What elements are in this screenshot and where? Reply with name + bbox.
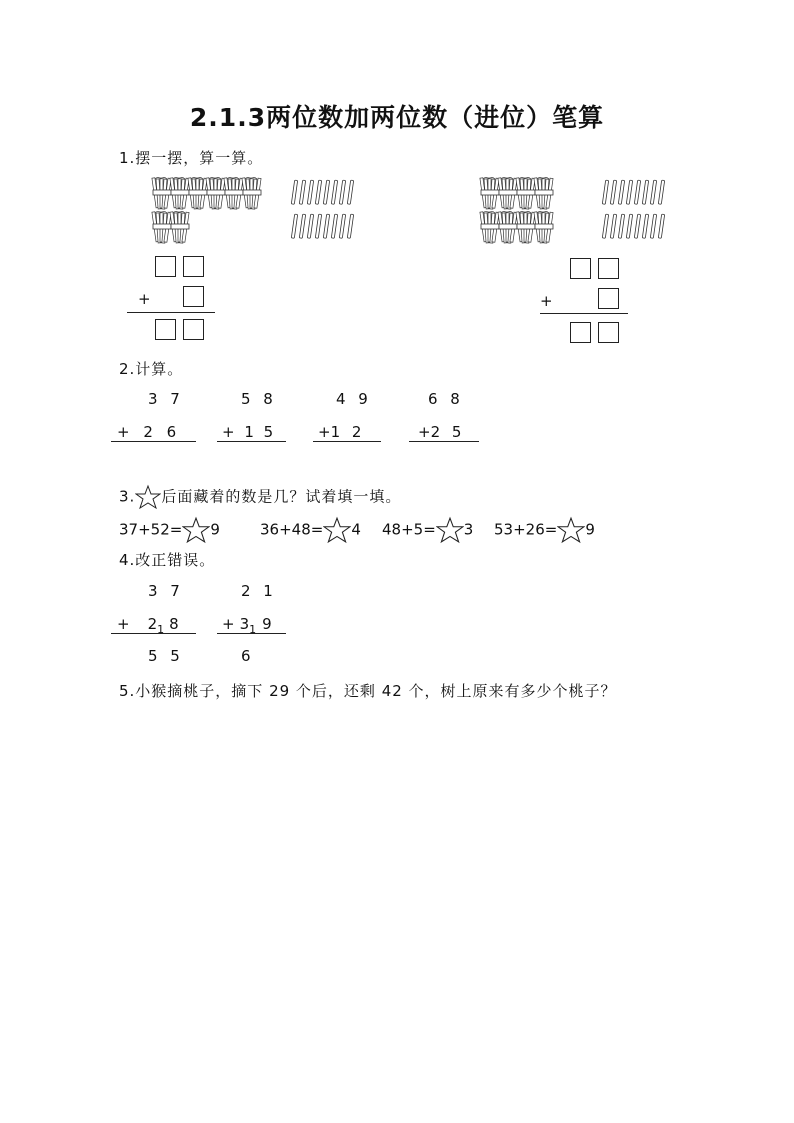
addend-bottom: + 1 5 xyxy=(222,423,274,441)
question-3-label xyxy=(119,484,401,510)
stick-bundle-icon xyxy=(152,212,171,244)
sum-line xyxy=(111,633,196,634)
answer-box[interactable] xyxy=(183,286,204,307)
expression: 36+48= xyxy=(260,520,324,539)
sum-line xyxy=(127,312,215,313)
stick-icon xyxy=(299,214,305,238)
answer-box[interactable] xyxy=(183,256,204,277)
question-5-label: 5.小猴摘桃子，摘下 29 个后，还剩 42 个，树上原来有多少个桃子？ xyxy=(119,682,617,700)
stick-icon xyxy=(347,180,353,204)
expression: 53+26= xyxy=(494,520,558,539)
stick-icon xyxy=(307,214,313,238)
stick-bundle-icon xyxy=(516,212,535,244)
stick-bundle-icon xyxy=(498,178,517,210)
hidden-number-item xyxy=(494,516,595,544)
answer-box[interactable] xyxy=(155,319,176,340)
visible-digit: 4 xyxy=(351,520,361,539)
stick-bundle-icon xyxy=(242,178,261,210)
star-icon xyxy=(557,516,585,544)
stick-bundle-icon xyxy=(534,178,553,210)
question-2-label: 2.计算。 xyxy=(119,360,184,378)
answer-box[interactable] xyxy=(598,288,619,309)
stick-icon xyxy=(315,180,321,204)
plus-sign: + xyxy=(540,292,553,310)
question-3-number: 3. xyxy=(119,487,136,506)
addend-bottom: +1 2 xyxy=(318,423,362,441)
stick-icon xyxy=(658,214,664,238)
stick-bundle-icon xyxy=(516,178,535,210)
stick-bundle-icon xyxy=(498,212,517,244)
addend-bottom: + 2 6 xyxy=(117,423,177,441)
stick-bundle-icon xyxy=(534,212,553,244)
sum-line xyxy=(111,441,196,442)
stick-icon xyxy=(299,180,305,204)
star-icon xyxy=(135,484,161,510)
visible-digit: 9 xyxy=(210,520,220,539)
stick-icon xyxy=(626,180,632,204)
star-icon xyxy=(182,516,210,544)
hidden-number-item xyxy=(119,516,220,544)
wrong-result: 5 5 xyxy=(148,647,180,665)
stick-icon xyxy=(610,214,616,238)
stick-icon xyxy=(602,214,608,238)
page-title: 2.1.3两位数加两位数（进位）笔算 xyxy=(189,103,605,132)
ones-digit: 9 xyxy=(262,615,272,633)
stick-icon xyxy=(602,180,608,204)
hidden-number-item xyxy=(382,516,473,544)
tens-digit: 3 xyxy=(239,615,250,633)
addend-top: 3 7 xyxy=(148,390,180,408)
operator: + xyxy=(222,615,235,633)
addend-top: 2 1 xyxy=(241,582,273,600)
carry-mark: 1 xyxy=(157,623,165,636)
stick-icon xyxy=(650,180,656,204)
stick-icon xyxy=(658,180,664,204)
sum-line xyxy=(217,441,286,442)
sum-line xyxy=(409,441,479,442)
stick-icon xyxy=(347,214,353,238)
stick-icon xyxy=(634,180,640,204)
stick-icon xyxy=(323,180,329,204)
stick-bundle-icon xyxy=(224,178,243,210)
stick-icon xyxy=(307,180,313,204)
wrong-result: 6 xyxy=(241,647,251,665)
stick-icon xyxy=(339,214,345,238)
star-icon xyxy=(323,516,351,544)
carry-mark: 1 xyxy=(249,623,257,636)
visible-digit: 9 xyxy=(585,520,595,539)
stick-icon xyxy=(291,214,297,238)
addend-top: 6 8 xyxy=(428,390,460,408)
addend-top: 3 7 xyxy=(148,582,180,600)
sum-line xyxy=(313,441,381,442)
stick-icon xyxy=(339,180,345,204)
addend-bottom: +2 5 xyxy=(418,423,462,441)
right-bundles-illustration xyxy=(478,176,678,246)
stick-bundle-icon xyxy=(480,178,499,210)
answer-box[interactable] xyxy=(155,256,176,277)
stick-bundle-icon xyxy=(480,212,499,244)
addend-top: 5 8 xyxy=(241,390,273,408)
ones-digit: 8 xyxy=(169,615,179,633)
stick-icon xyxy=(610,180,616,204)
stick-icon xyxy=(618,214,624,238)
visible-digit: 3 xyxy=(463,520,474,539)
stick-icon xyxy=(331,180,337,204)
stick-icon xyxy=(323,214,329,238)
expression: 48+5= xyxy=(382,520,436,539)
question-3-text: 后面藏着的数是几？试着填一填。 xyxy=(161,487,402,506)
tens-digit: 2 xyxy=(147,615,158,633)
answer-box[interactable] xyxy=(570,258,591,279)
stick-icon xyxy=(291,180,297,204)
stick-icon xyxy=(626,214,632,238)
stick-icon xyxy=(618,180,624,204)
question-4-label: 4.改正错误。 xyxy=(119,551,216,569)
answer-box[interactable] xyxy=(570,322,591,343)
stick-bundle-icon xyxy=(170,178,189,210)
addend-top: 4 9 xyxy=(336,390,368,408)
stick-bundle-icon xyxy=(152,178,171,210)
stick-icon xyxy=(634,214,640,238)
stick-bundle-icon xyxy=(206,178,225,210)
stick-bundle-icon xyxy=(170,212,189,244)
left-bundles-illustration xyxy=(150,176,370,246)
answer-box[interactable] xyxy=(183,319,204,340)
answer-box[interactable] xyxy=(598,258,619,279)
stick-icon xyxy=(650,214,656,238)
stick-icon xyxy=(331,214,337,238)
stick-icon xyxy=(315,214,321,238)
plus-sign: + xyxy=(138,290,151,308)
question-1-label: 1.摆一摆，算一算。 xyxy=(119,149,264,167)
answer-box[interactable] xyxy=(598,322,619,343)
operator: + xyxy=(117,615,130,633)
sum-line xyxy=(217,633,286,634)
stick-bundle-icon xyxy=(188,178,207,210)
star-icon xyxy=(436,516,464,544)
expression: 37+52= xyxy=(119,520,183,539)
sum-line xyxy=(540,313,628,314)
hidden-number-item xyxy=(260,516,361,544)
stick-icon xyxy=(642,180,648,204)
stick-icon xyxy=(642,214,648,238)
